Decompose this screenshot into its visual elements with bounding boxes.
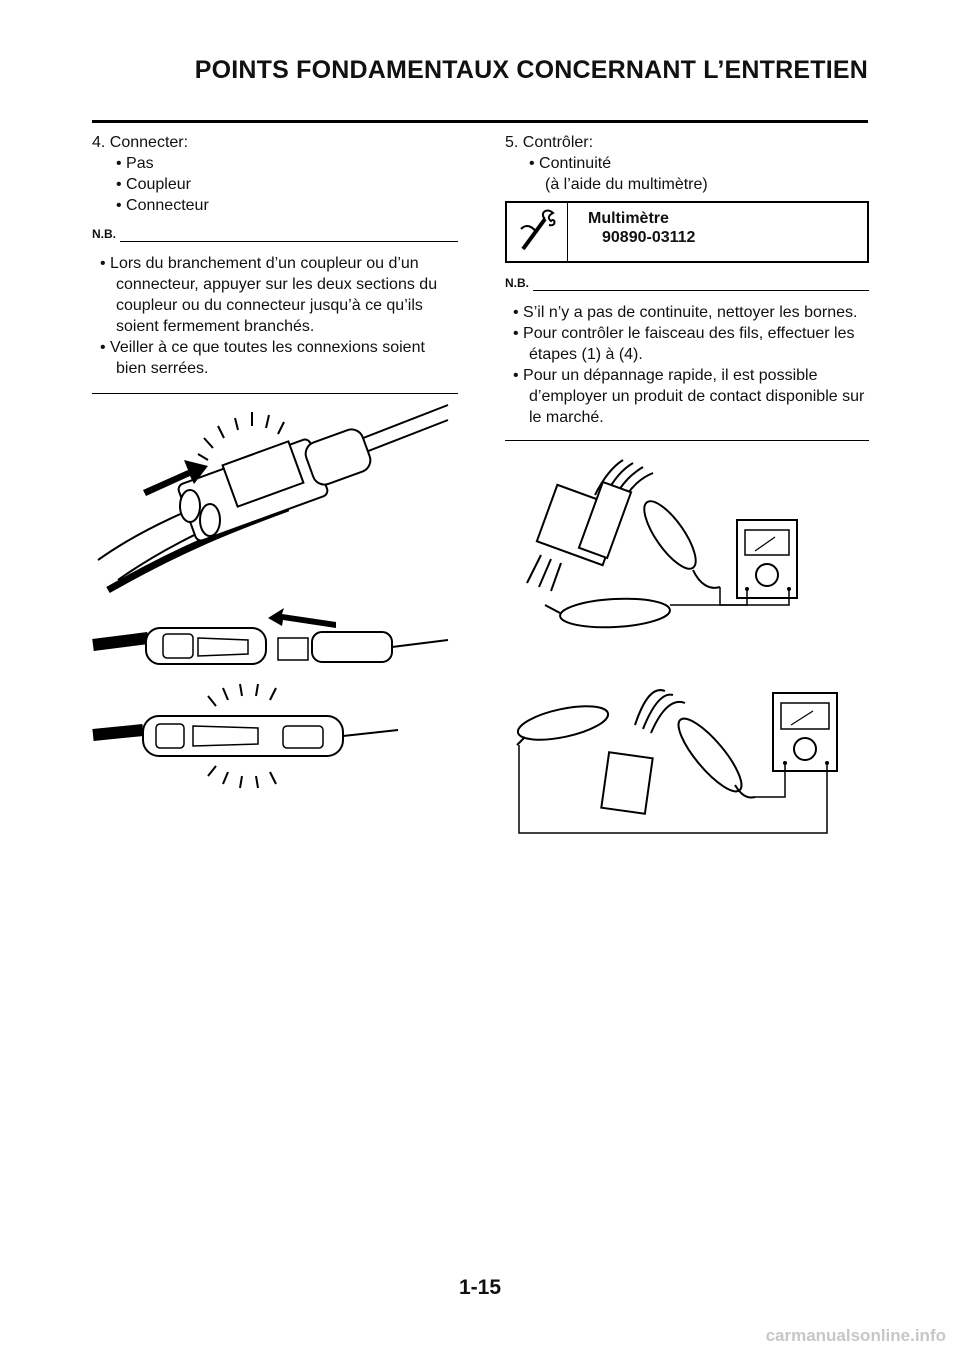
tool-box [505,201,869,263]
multimeter-illustration [505,455,869,840]
step-4-bullet: • Pas [116,155,154,172]
nb-item: • Lors du branchement d’un coupleur ou d’un connecteur, appuyer sur les deux sections du coupleur ou du connecteur jusqu’à ce qu’ils soient fermement branchés. [100,255,438,335]
page-number: 1-15 [458,1276,502,1299]
nb-item: • Pour contrôler le faisceau des fils, effectuer les étapes (1) à (4). [513,325,855,363]
nb-item: • S’il n’y a pas de continuite, nettoyer les bornes. [513,304,858,321]
left-column [92,132,458,394]
step-4-bullet: • Connecteur [116,197,209,214]
step-5-heading: 5. Contrôler: [505,134,594,151]
nb-list [505,302,869,428]
nb-item: • Pour un dépannage rapide, il est possible d’employer un produit de contact disponible sur le marché. [513,367,865,426]
step-4-bullet: • Coupleur [116,176,191,193]
tool-name: Multimètre [588,210,669,227]
watermark: carmanualsonline.info [765,1326,946,1345]
nb-rule [120,241,458,242]
nb-list [92,253,458,379]
right-column [505,132,869,441]
nb-rule [533,290,869,291]
step-5-bullet: • Continuité [529,155,612,172]
nb-label: N.B. [505,276,529,290]
nb-header [92,224,458,245]
nb-end-rule [92,393,458,394]
connector-illustration [88,400,458,800]
nb-header [505,273,869,294]
tool-number: 90890-03112 [602,229,696,246]
nb-end-rule [505,440,869,441]
nb-label: N.B. [92,227,116,241]
page-header-title: POINTS FONDAMENTAUX CONCERNANT L’ENTRETIEN [194,56,868,84]
nb-item: • Veiller à ce que toutes les connexions soient bien serrées. [100,339,425,377]
step-5-bullet-sub: (à l’aide du multimètre) [545,176,708,193]
tool-text [568,203,695,261]
step-4-heading: 4. Connecter: [92,134,189,151]
wrench-icon [507,203,568,261]
header-rule [92,120,868,123]
